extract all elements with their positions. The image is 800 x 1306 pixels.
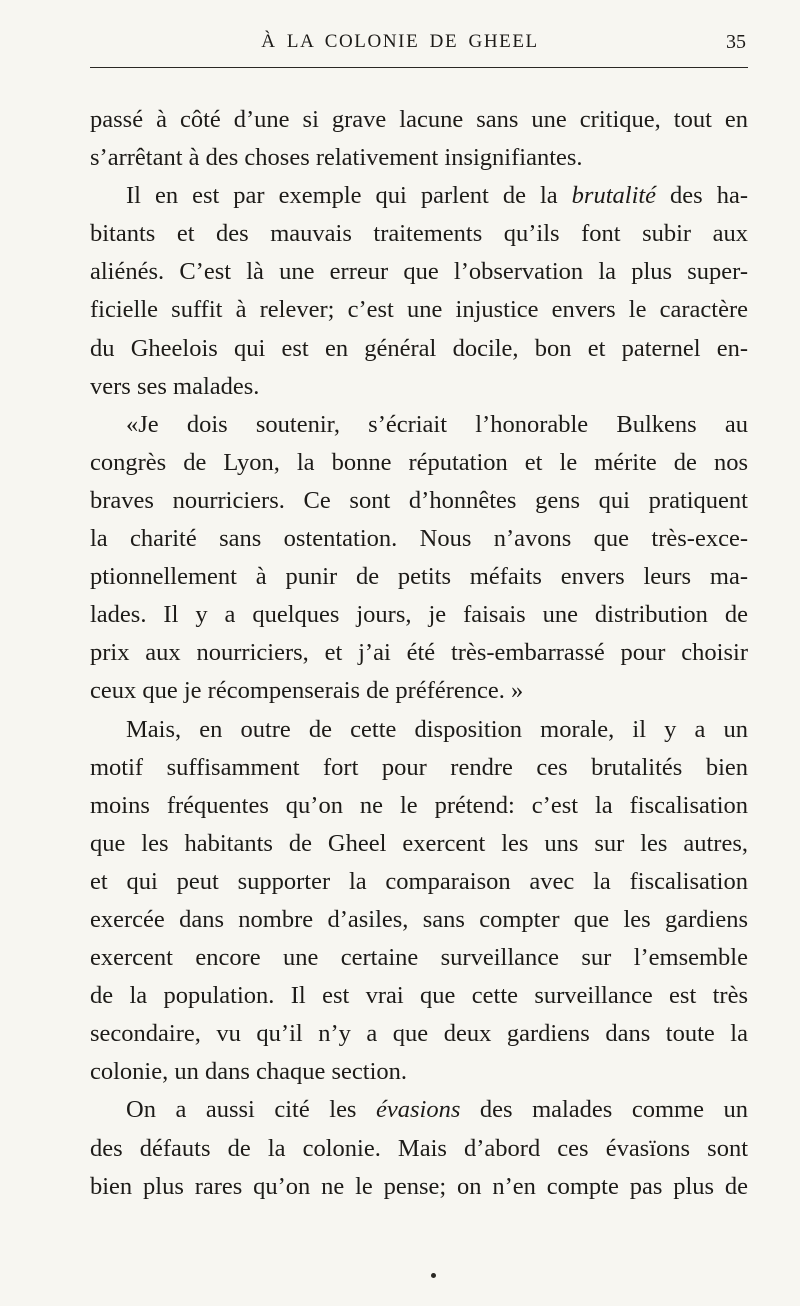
- text-line: braves nourriciers. Ce sont d’honnêtes gens qui pratiquent: [90, 486, 748, 514]
- text-line: de la population. Il est vrai que cette surveillance est très: [90, 982, 748, 1010]
- italic-term: évasions: [376, 1096, 461, 1124]
- paragraph-2: [90, 177, 748, 406]
- text-line: bitants et des mauvais traitements qu’ils font subir aux: [90, 220, 748, 248]
- text-line: passé à côté d’une si grave lacune sans une critique, tout en: [90, 106, 748, 133]
- text-line: prix aux nourriciers, et j’ai été très-embarrassé pour choisir: [90, 639, 748, 667]
- text-line: aliénés. C’est là une erreur que l’observation la plus super-: [90, 258, 748, 286]
- text-line: ficielle suffit à relever; c’est une injustice envers le caractère: [90, 296, 748, 324]
- text-segment: des ha-: [656, 182, 748, 210]
- paragraph-4: [90, 711, 748, 1092]
- text-line: ceux que je récompenserais de préférence. »: [90, 677, 524, 705]
- page-number: 35: [726, 31, 746, 53]
- header-rule: [90, 67, 748, 68]
- text-segment: des malades comme un: [460, 1096, 748, 1124]
- text-segment: Il en est par exemple qui parlent de la: [126, 182, 572, 210]
- page-header: [0, 30, 800, 70]
- text-line: Mais, en outre de cette disposition morale, il y a un: [126, 715, 748, 743]
- text-line: ptionnellement à punir de petits méfaits envers leurs ma-: [90, 563, 748, 591]
- text-line: et qui peut supporter la comparaison avec la fiscalisation: [90, 867, 748, 895]
- text-line: moins fréquentes qu’on ne le prétend: c’est la fiscalisation: [90, 791, 748, 819]
- text-line: «Je dois soutenir, s’écriait l’honorable Bulkens au: [126, 410, 748, 438]
- text-line: bien plus rares qu’on ne le pense; on n’en compte pas plus de: [90, 1172, 748, 1200]
- text-line: s’arrêtant à des choses relativement insignifiantes.: [90, 144, 583, 172]
- text-line: [90, 1091, 748, 1129]
- text-line: secondaire, vu qu’il n’y a que deux gardiens dans toute la: [90, 1020, 748, 1048]
- paragraph-1: [90, 101, 748, 177]
- text-line: motif suffisamment fort pour rendre ces brutalités bien: [90, 753, 748, 781]
- signature-mark: [431, 1273, 436, 1278]
- text-line: la charité sans ostentation. Nous n’avons que très-exce-: [90, 525, 748, 553]
- text-line: exercée dans nombre d’asiles, sans compter que les gardiens: [90, 905, 748, 933]
- text-segment: On a aussi cité les: [126, 1096, 376, 1124]
- paragraph-3: [90, 406, 748, 711]
- text-line: colonie, un dans chaque section.: [90, 1058, 408, 1086]
- text-line: des défauts de la colonie. Mais d’abord ces évasïons sont: [90, 1134, 748, 1162]
- text-line: exercent encore une certaine surveillance sur l’emsemble: [90, 944, 748, 972]
- text-line: que les habitants de Gheel exercent les uns sur les autres,: [90, 829, 748, 857]
- text-line: vers ses malades.: [90, 372, 260, 400]
- running-title: À LA COLONIE DE GHEEL: [261, 31, 539, 52]
- text-line: du Gheelois qui est en général docile, bon et paternel en-: [90, 334, 748, 362]
- paragraph-5: [90, 1091, 748, 1205]
- italic-term: brutalité: [571, 182, 657, 210]
- text-line: lades. Il y a quelques jours, je faisais une distribution de: [90, 601, 748, 629]
- text-line: congrès de Lyon, la bonne réputation et le mérite de nos: [90, 448, 748, 476]
- text-body: [90, 101, 748, 1206]
- text-line: [90, 177, 748, 215]
